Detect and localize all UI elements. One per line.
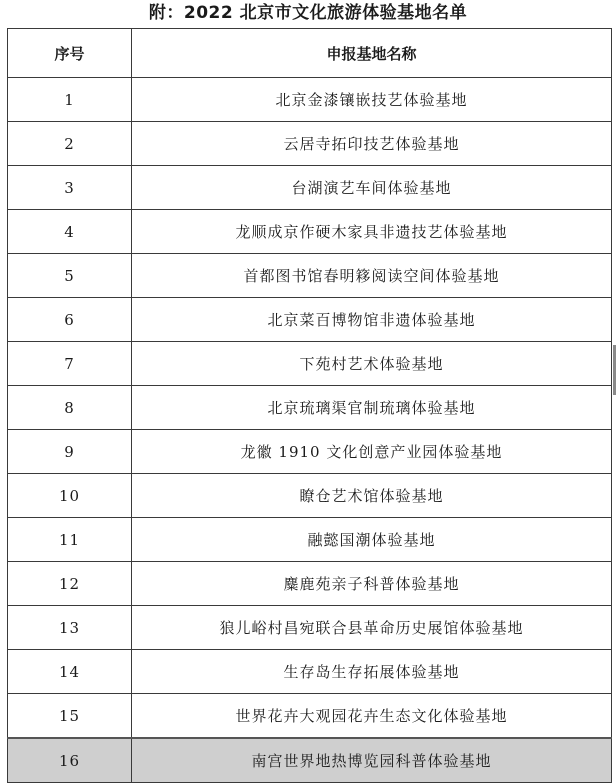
row-seq: 16 [8, 738, 132, 783]
row-name: 龙徽 1910 文化创意产业园体验基地 [132, 430, 612, 474]
row-name: 融懿国潮体验基地 [132, 518, 612, 562]
row-name: 首都图书馆春明簃阅读空间体验基地 [132, 254, 612, 298]
row-seq: 4 [8, 210, 132, 254]
row-seq: 12 [8, 562, 132, 606]
page-title: 附：2022 北京市文化旅游体验基地名单 [148, 3, 468, 23]
row-seq: 9 [8, 430, 132, 474]
row-seq: 13 [8, 606, 132, 650]
row-seq: 6 [8, 298, 132, 342]
table-row [8, 518, 612, 562]
table-row [8, 386, 612, 430]
row-name: 北京琉璃渠官制琉璃体验基地 [132, 386, 612, 430]
row-name: 麋鹿苑亲子科普体验基地 [132, 562, 612, 606]
row-name: 生存岛生存拓展体验基地 [132, 650, 612, 694]
row-seq: 10 [8, 474, 132, 518]
row-seq: 2 [8, 122, 132, 166]
header-seq: 序号 [8, 29, 132, 78]
row-seq: 14 [8, 650, 132, 694]
table-row [8, 342, 612, 386]
row-seq: 3 [8, 166, 132, 210]
table-row [8, 694, 612, 739]
row-seq: 1 [8, 78, 132, 122]
table-row [8, 298, 612, 342]
row-name: 龙顺成京作硬木家具非遗技艺体验基地 [132, 210, 612, 254]
table-row [8, 78, 612, 122]
table-row [8, 650, 612, 694]
table-row [8, 738, 612, 783]
table-row [8, 122, 612, 166]
header-name: 申报基地名称 [132, 29, 612, 78]
row-name: 瞭仓艺术馆体验基地 [132, 474, 612, 518]
base-list-table [7, 28, 612, 783]
row-name: 台湖演艺车间体验基地 [132, 166, 612, 210]
row-name: 世界花卉大观园花卉生态文化体验基地 [132, 694, 612, 739]
table-header-row [8, 29, 612, 78]
row-name: 云居寺拓印技艺体验基地 [132, 122, 612, 166]
row-name: 下苑村艺术体验基地 [132, 342, 612, 386]
row-seq: 7 [8, 342, 132, 386]
row-name: 北京金漆镶嵌技艺体验基地 [132, 78, 612, 122]
row-seq: 5 [8, 254, 132, 298]
table-row [8, 254, 612, 298]
row-name: 南宫世界地热博览园科普体验基地 [132, 738, 612, 783]
table-row [8, 562, 612, 606]
table-row [8, 166, 612, 210]
row-name: 狼儿峪村昌宛联合县革命历史展馆体验基地 [132, 606, 612, 650]
row-seq: 15 [8, 694, 132, 739]
row-seq: 11 [8, 518, 132, 562]
table-row [8, 210, 612, 254]
row-seq: 8 [8, 386, 132, 430]
table-row [8, 606, 612, 650]
table-row [8, 474, 612, 518]
row-name: 北京菜百博物馆非遗体验基地 [132, 298, 612, 342]
table-row [8, 430, 612, 474]
